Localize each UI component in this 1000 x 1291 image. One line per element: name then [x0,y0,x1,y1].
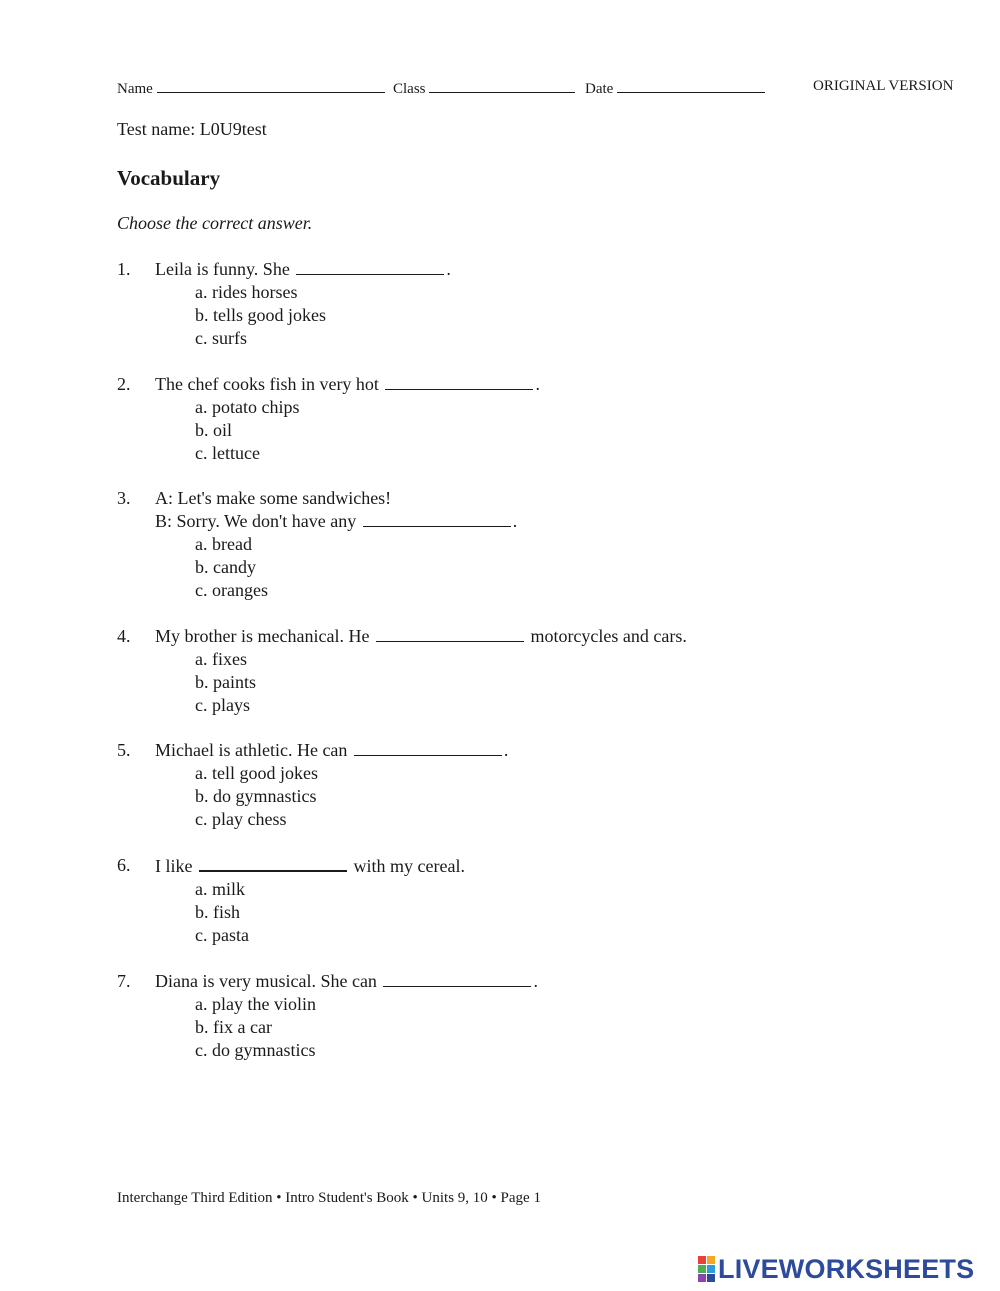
option-c[interactable]: c. pasta [195,924,249,945]
date-field[interactable] [585,78,765,98]
option-c[interactable]: c. play chess [195,809,287,830]
option-b[interactable]: b. fix a car [195,1016,272,1037]
question-number: 2. [117,373,131,394]
option-a[interactable]: a. bread [195,534,252,555]
date-blank[interactable] [617,78,765,93]
option-b[interactable]: b. oil [195,419,233,440]
option-b[interactable]: b. tells good jokes [195,305,326,325]
question-number: 3. [117,488,131,509]
page-footer: Interchange Third Edition • Intro Student's Book • Units 9, 10 • Page 1 [117,1190,541,1206]
option-c[interactable]: c. oranges [195,580,268,601]
question-stem: The chef cooks fish in very hot . [155,373,540,394]
logo-text: LIVEWORKSHEETS [718,1253,975,1284]
question-6 [117,854,917,947]
question-5 [117,739,917,831]
option-b[interactable]: b. do gymnastics [195,786,317,807]
question-7 [117,970,917,1062]
class-blank[interactable] [429,78,575,93]
answer-blank[interactable] [383,970,531,987]
question-stem: Leila is funny. She . [155,259,451,279]
section-title: Vocabulary [117,166,221,190]
option-c[interactable]: c. do gymnastics [195,1039,316,1060]
logo-block [707,1274,715,1282]
name-blank[interactable] [157,78,385,93]
logo-block [698,1256,706,1264]
answer-blank[interactable] [363,510,511,527]
answer-blank[interactable] [199,854,347,872]
answer-blank[interactable] [354,739,502,756]
name-field[interactable] [117,78,385,98]
date-label: Date [585,81,614,97]
option-b[interactable]: b. paints [195,671,256,692]
worksheet-header [117,78,977,98]
answer-blank[interactable] [385,373,533,390]
question-stem: Diana is very musical. She can . [155,970,538,991]
question-number: 5. [117,740,131,761]
option-c[interactable]: c. surfs [195,328,247,348]
question-number: 6. [117,854,131,875]
option-c[interactable]: c. plays [195,694,250,715]
logo-block [707,1265,715,1273]
class-field[interactable] [393,78,575,98]
option-a[interactable]: a. fixes [195,648,247,669]
question-number: 7. [117,970,131,991]
option-a[interactable]: a. rides horses [195,282,298,302]
question-4 [117,625,917,717]
answer-blank[interactable] [296,258,444,275]
option-a[interactable]: a. potato chips [195,396,300,417]
option-b[interactable]: b. fish [195,901,240,922]
question-list [117,258,917,1084]
liveworksheets-logo[interactable] [698,1254,974,1284]
test-name: Test name: L0U9test [117,119,267,139]
class-label: Class [393,81,426,97]
question-number: 1. [117,259,131,279]
instruction: Choose the correct answer. [117,213,313,233]
question-stem: I like with my cereal. [155,855,465,876]
question-stem: Michael is athletic. He can . [155,740,509,761]
option-a[interactable]: a. play the violin [195,993,316,1014]
question-3 [117,487,917,602]
version-label: ORIGINAL VERSION [813,78,954,94]
name-label: Name [117,81,153,97]
answer-blank[interactable] [376,625,524,642]
option-a[interactable]: a. milk [195,878,245,899]
logo-block [707,1256,715,1264]
option-a[interactable]: a. tell good jokes [195,763,318,784]
question-stem: My brother is mechanical. He motorcycles and cars. [155,625,687,646]
question-1 [117,258,917,350]
option-c[interactable]: c. lettuce [195,442,260,463]
question-dialogue-a: A: Let's make some sandwiches! [155,488,392,509]
logo-block [698,1265,706,1273]
question-2 [117,373,917,465]
question-number: 4. [117,625,131,646]
logo-block [698,1274,706,1282]
logo-blocks-icon [698,1256,715,1282]
option-b[interactable]: b. candy [195,557,256,578]
question-stem: B: Sorry. We don't have any . [155,511,518,532]
